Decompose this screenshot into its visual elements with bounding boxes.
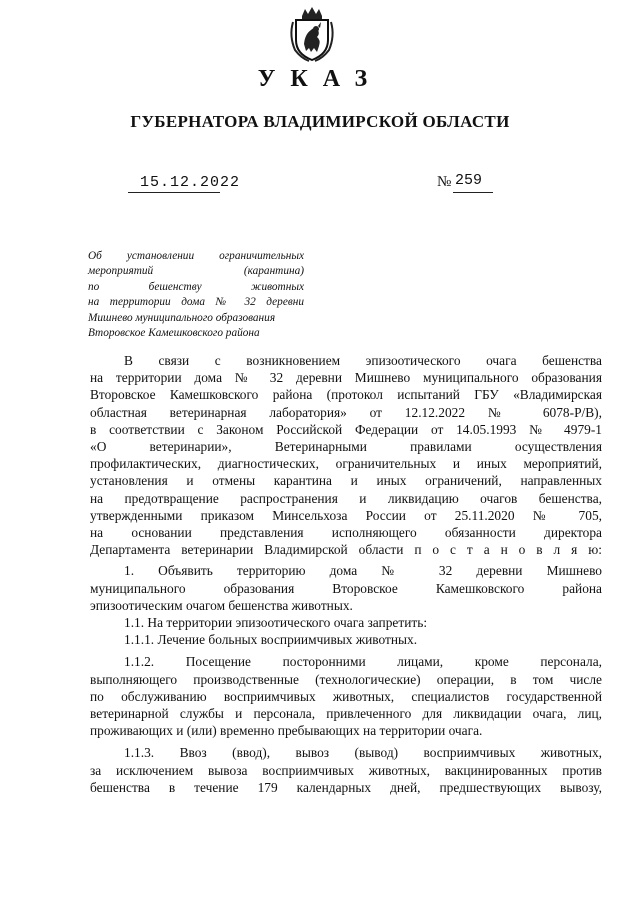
body-line: в соответствии с Законом Российской Федерации от 14.05.1993 № 4979-1 [90,421,602,437]
body-line: 1.1.3. Ввоз (ввод), вывоз (вывод) восприимчивых животных, [124,745,602,761]
decree-date: 15.12.2022 [140,174,241,191]
body-line: эпизоотическим очагом бешенства животных. [90,597,353,613]
decree-body [90,352,602,796]
subject-line: Об установлении ограничительных [88,250,304,262]
subject-line: на территории дома № 32 деревни [88,296,304,309]
body-line: 1.1. На территории эпизоотического очага запретить: [124,615,428,631]
preamble-paragraph [90,352,602,558]
subject-line: мероприятий (карантина) [88,265,304,278]
subject-line: Второвское Камешковского района [88,327,260,340]
date-underline [128,192,220,193]
body-line: за исключением вывоза восприимчивых животных, вакцинированных против [90,762,602,778]
body-line: на территории дома № 32 деревни Мишнево муниципального образования [90,370,602,386]
body-line: установления и отмены карантина и иных ограничений, направленных [90,473,602,489]
subject-line: по бешенству животных [88,280,304,293]
body-line: утвержденными приказом Минсельхоза России от 25.11.2020 № 705, [90,507,602,523]
item-1-1-2-paragraph [90,653,602,739]
body-line: бешенства в течение 179 календарных дней, предшествующих вывозу, [90,779,602,795]
body-line: проживающих и (или) временно пребывающих на территории очага. [90,723,483,739]
body-line: на основании представления исполняющего обязанности директора [90,525,602,541]
body-line: Департамента ветеринарии Владимирской области п о с т а н о в л я ю: [90,542,602,558]
body-line: по обслуживанию восприимчивых животных, специалистов государственной [90,688,602,704]
body-line: муниципального образования Второвское Камешковского района [90,580,602,596]
number-sign: № [437,174,452,190]
item-1-1-3-paragraph [90,744,602,796]
body-line: выполняющего производственные (технологические) операции, в том числе [90,671,602,687]
body-line: 1. Объявить территорию дома № 32 деревни Мишнево [124,563,602,579]
coat-of-arms-icon [287,6,337,62]
body-line: 1.1.2. Посещение посторонними лицами, кроме персонала, [124,654,602,670]
document-title: УКАЗ [257,66,383,92]
body-line: профилактических, диагностических, ограничительных и иных мероприятий, [90,456,602,472]
number-underline [453,192,493,193]
decree-subject [88,249,304,341]
subject-line: Мишнево муниципального образования [88,311,276,324]
body-line: на предотвращение распространения и ликвидацию очагов бешенства, [90,490,602,506]
body-line: ветеринарной службы и персонала, привлеченного для ликвидации очага, лиц, [90,706,602,722]
decree-number: 259 [455,172,483,189]
item-1-1-1-paragraph [90,631,602,648]
item-1-paragraph [90,562,602,614]
body-line: 1.1.1. Лечение больных восприимчивых животных. [124,632,418,648]
item-1-1-paragraph [90,614,602,631]
body-line: Второвское Камешковского района (протокол испытаний ГБУ «Владимирская [90,387,602,403]
body-line: В связи с возникновением эпизоотического очага бешенства [124,353,602,368]
body-line: «О ветеринарии», Ветеринарными правилами осуществления [90,439,602,455]
body-line: областная ветеринарная лаборатория» от 12.12.2022 № 6078-Р/В), [90,404,602,420]
document-subtitle: ГУБЕРНАТОРА ВЛАДИМИРСКОЙ ОБЛАСТИ [130,112,510,131]
